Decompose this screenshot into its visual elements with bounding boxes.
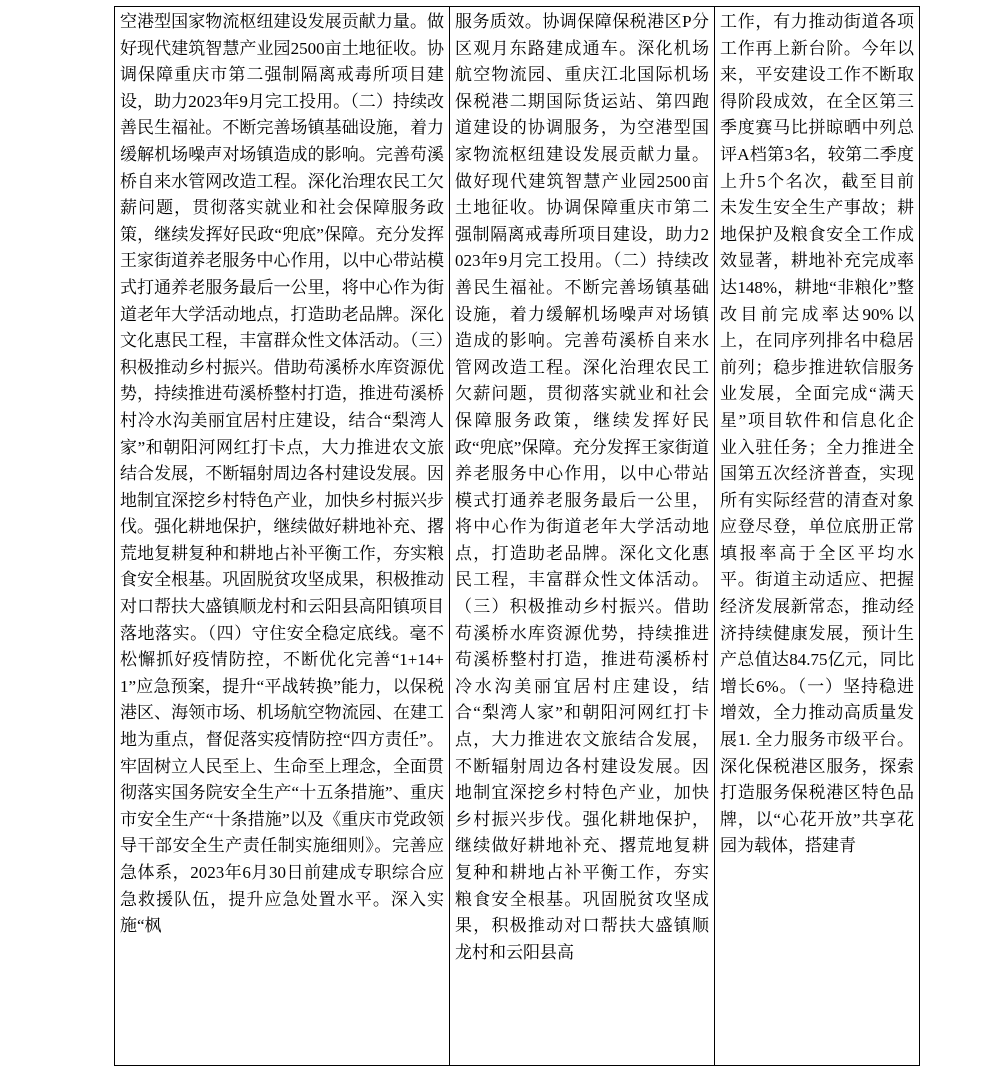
column-3-text: 工作，有力推动街道各项工作再上新台阶。今年以来，平安建设工作不断取得阶段成效，在全区第三季度赛马比拼晾晒中列总评A档第3名，较第二季度上升5个名次，截至目前未发生安全生产事故；耕地保护及粮食安全工作成效显著，耕地补充完成率达148%，耕地“非粮化”整改目前完成率达90%以上，在同序列排名中稳居前列；稳步推进软信服务业发展，全面完成“满天星”项目软件和信息化企业入驻任务；全力推进全国第五次经济普查，实现所有实际经营的清查对象应登尽登，单位底册正常填报率高于全区平均水平。街道主动适应、把握经济发展新常态，推动经济持续健康发展，预计生产总值达84.75亿元，同比增长6%。（一）坚持稳进增效，全力推动高质量发展1. 全力服务市级平台。深化保税港区服务，探索打造服务保税港区特色品牌，以“心花开放”共享花园为载体，搭建青	[720, 12, 914, 856]
column-3-cell	[715, 7, 920, 1066]
column-1-cell	[115, 7, 450, 1066]
column-1-text: 空港型国家物流枢纽建设发展贡献力量。做好现代建筑智慧产业园2500亩土地征收。协调保障重庆市第二强制隔离戒毒所项目建设，助力2023年9月完工投用。（二）持续改善民生福祉。不断完善场镇基础设施，着力缓解机场噪声对场镇造成的影响。完善苟溪桥自来水管网改造工程。深化治理农民工欠薪问题，贯彻落实就业和社会保障服务政策，继续发挥好民政“兜底”保障。充分发挥王家街道养老服务中心作用，以中心带站模式打通养老服务最后一公里，将中心作为街道老年大学活动地点，打造助老品牌。深化文化惠民工程，丰富群众性文体活动。（三）积极推动乡村振兴。借助苟溪桥水库资源优势，持续推进苟溪桥整村打造，推进苟溪桥村冷水沟美丽宜居村庄建设，结合“梨湾人家”和朝阳河网红打卡点，大力推进农文旅结合发展，不断辐射周边各村建设发展。因地制宜深挖乡村特色产业，加快乡村振兴步伐。强化耕地保护，继续做好耕地补充、撂荒地复耕复种和耕地占补平衡工作，夯实粮食安全根基。巩固脱贫攻坚成果，积极推动对口帮扶大盛镇顺龙村和云阳县高阳镇项目落地落实。（四）守住安全稳定底线。毫不松懈抓好疫情防控，不断优化完善“1+14+1”应急预案，提升“平战转换”能力，以保税港区、海领市场、机场航空物流园、在建工地为重点，督促落实疫情防控“四方责任”。牢固树立人民至上、生命至上理念，全面贯彻落实国务院安全生产“十五条措施”、重庆市安全生产“十条措施”以及《重庆市党政领导干部安全生产责任制实施细则》。完善应急体系，2023年6月30日前建成专职综合应急救援队伍，提升应急处置水平。深入实施“枫	[120, 12, 444, 936]
table-row	[115, 7, 920, 1066]
column-2-cell	[450, 7, 715, 1066]
three-column-text-table	[114, 6, 920, 1066]
column-2-text: 服务质效。协调保障保税港区P分区观月东路建成通车。深化机场航空物流园、重庆江北国际机场保税港二期国际货运站、第四跑道建设的协调服务，为空港型国家物流枢纽建设发展贡献力量。做好现代建筑智慧产业园2500亩土地征收。协调保障重庆市第二强制隔离戒毒所项目建设，助力2023年9月完工投用。（二）持续改善民生福祉。不断完善场镇基础设施，着力缓解机场噪声对场镇造成的影响。完善苟溪桥自来水管网改造工程。深化治理农民工欠薪问题，贯彻落实就业和社会保障服务政策，继续发挥好民政“兜底”保障。充分发挥王家街道养老服务中心作用，以中心带站模式打通养老服务最后一公里，将中心作为街道老年大学活动地点，打造助老品牌。深化文化惠民工程，丰富群众性文体活动。（三）积极推动乡村振兴。借助苟溪桥水库资源优势，持续推进苟溪桥整村打造，推进苟溪桥村冷水沟美丽宜居村庄建设，结合“梨湾人家”和朝阳河网红打卡点，大力推进农文旅结合发展，不断辐射周边各村建设发展。因地制宜深挖乡村特色产业，加快乡村振兴步伐。强化耕地保护，继续做好耕地补充、撂荒地复耕复种和耕地占补平衡工作，夯实粮食安全根基。巩固脱贫攻坚成果，积极推动对口帮扶大盛镇顺龙村和云阳县高	[455, 12, 709, 962]
